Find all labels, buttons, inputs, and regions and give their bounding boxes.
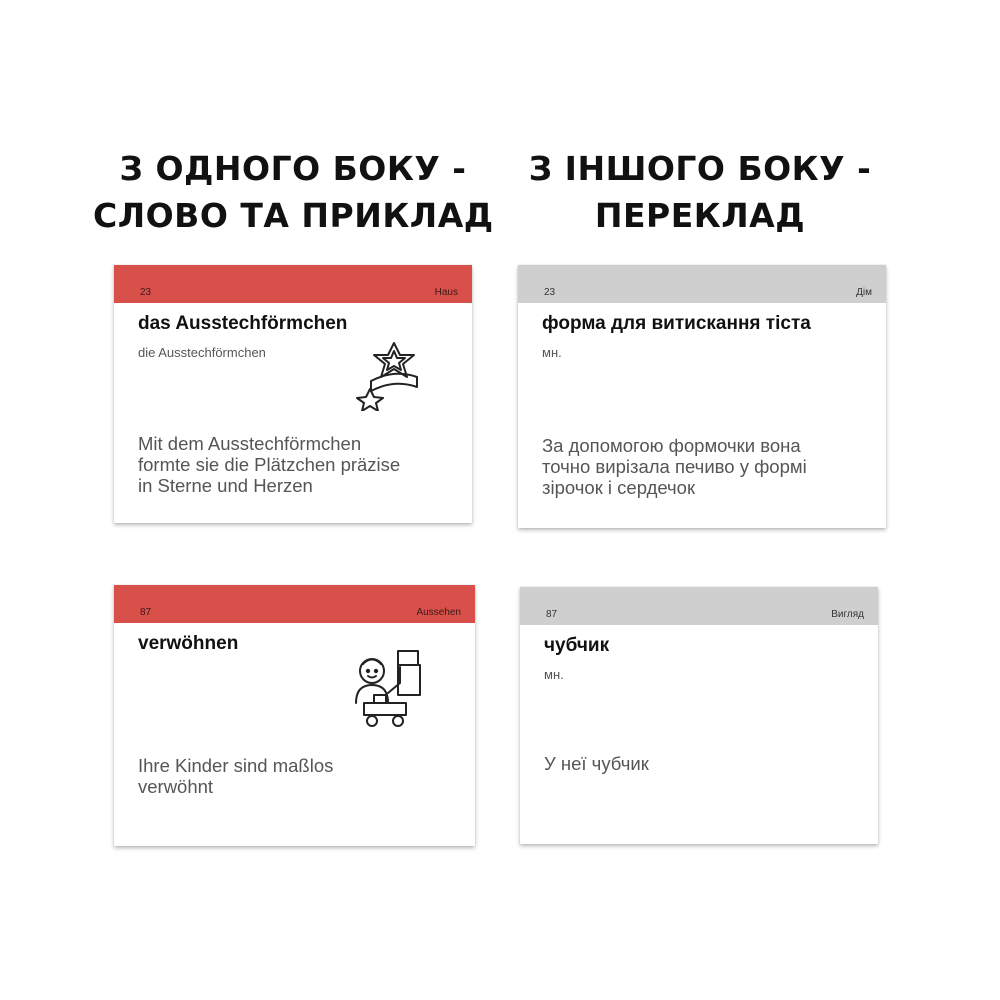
card-category: Дім <box>856 287 872 298</box>
card-plural: die Ausstechförmchen <box>138 345 266 360</box>
example-line: У неї чубчик <box>544 753 649 774</box>
card-word: форма для витискання тіста <box>542 313 811 334</box>
example-line: Mit dem Ausstechförmchen <box>138 433 362 454</box>
card-example <box>544 753 874 774</box>
card-example <box>138 755 468 797</box>
card-header <box>518 265 886 303</box>
cookie-cutter-stars-icon <box>354 339 436 411</box>
card-plural-marker: мн. <box>544 667 564 682</box>
card-header <box>520 587 878 625</box>
flashcard-back-forma <box>518 265 886 528</box>
flashcard-front-verwoehnen <box>114 585 475 846</box>
heading-front-line-2: СЛОВО ТА ПРИКЛАД <box>93 196 494 235</box>
heading-back-line-1: З ІНШОГО БОКУ - <box>528 149 872 188</box>
card-number: 87 <box>546 609 558 620</box>
heading-front-line-1: З ОДНОГО БОКУ - <box>119 149 467 188</box>
card-plural-marker: мн. <box>542 345 562 360</box>
flashcard-front-ausstechfoermchen <box>114 265 472 523</box>
card-number: 23 <box>544 287 556 298</box>
heading-back-side <box>500 145 900 239</box>
example-line: formte sie die Plätzchen präzise <box>138 454 401 475</box>
card-header <box>114 265 472 303</box>
example-line: За допомогою формочки вона <box>542 435 801 456</box>
heading-back-line-2: ПЕРЕКЛАД <box>594 196 806 235</box>
card-word: verwöhnen <box>138 633 239 654</box>
example-line: in Sterne und Herzen <box>138 475 313 496</box>
card-number: 87 <box>140 607 152 618</box>
heading-front-side <box>93 145 493 239</box>
child-with-toys-icon <box>342 647 426 729</box>
example-line: Ihre Kinder sind maßlos <box>138 755 334 776</box>
card-category: Aussehen <box>416 607 461 618</box>
card-word: das Ausstechförmchen <box>138 313 348 334</box>
card-number: 23 <box>140 287 152 298</box>
card-category: Вигляд <box>831 609 864 620</box>
card-header <box>114 585 475 623</box>
card-category: Haus <box>434 287 458 298</box>
flashcard-back-chubchyk <box>520 587 878 844</box>
card-word: чубчик <box>544 635 610 656</box>
example-line: verwöhnt <box>138 776 214 797</box>
card-example <box>542 435 872 498</box>
example-line: точно вирізала печиво у формі <box>542 456 807 477</box>
example-line: зірочок і сердечок <box>542 477 696 498</box>
card-example <box>138 433 468 496</box>
